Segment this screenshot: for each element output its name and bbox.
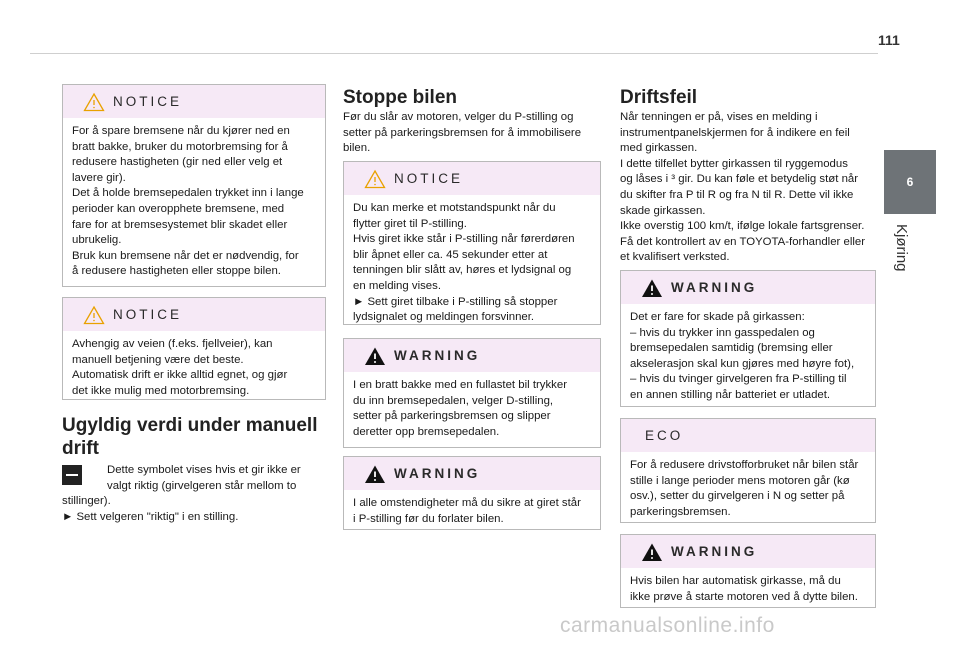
eco-title: ECO [645,428,684,443]
invalid-text: Dette symbolet vises hvis et gir ikke er valgt riktig (girvelgeren står mellom to stillinger). ► Sett velgeren "riktig" i en stilling. [62,464,301,523]
text-line: Bruk kun bremsene når det er nødvendig, for [72,249,299,262]
chapter-label: Kjøring [893,224,910,272]
eco-box [620,418,876,523]
text-line: ubrukelig. [72,234,122,247]
text-line: Automatisk drift er ikke alltid egnet, og gjør [72,369,288,382]
warning-box-park [343,456,601,530]
text-line: Det å holde bremsepedalen trykket inn i lange [72,187,304,200]
header-rule [30,53,878,54]
text-line: fare for at bremsesystemet blir skadet eller [72,218,288,231]
text-line: redusere hastigheten (gir ned eller velg et [72,156,283,169]
warning-box-gearbox [620,270,876,407]
text-line: det ikke mulig med motorbremsing. [72,384,250,397]
notice-box-brakes [62,84,326,287]
text-line: manuell betjening være det beste. [72,353,244,366]
warning-body: Det er fare for skade på girkassen: – hvis du trykker inn gasspedalen og bremsepedalen samtidig (bremsing eller akselerasjon skal kun gjøres med høyre fot), – hvis du tvinger girvelgeren fra P-stilling til en annen stilling når batteriet er utladet. [630,311,855,401]
notice-title: NOTICE [394,171,464,186]
warning-outline-triangle-icon [364,169,386,189]
notice-title: NOTICE [113,307,183,322]
text-line: lavere gir). [72,171,126,184]
watermark: carmanualsonline.info [560,614,775,637]
section-heading-faults: Driftsfeil [620,87,698,108]
warning-filled-triangle-icon [641,542,663,562]
faults-text: Når tenningen er på, vises en melding i instrumentpanelskjermen for å indikere en feil med girkassen. I dette tilfellet bytter girkassen til ryggemodus og låses i ³ gir. Du kan føle et betydelig støt når du skifter fra P til R og fra N til R. Dette vil ikke skade girkassen. Ikke overstig 100 km/t, ifølge lokale fartsgrenser. Få det kontrollert av en TOYOTA-forhandler eller et kvalifisert verksted. [620,111,866,264]
chapter-tab[interactable]: 6 [884,150,936,214]
text-line: å redusere hastigheten eller stoppe bilen. [72,265,281,278]
section-heading-invalid: Ugyldig verdi under manuell drift [62,415,318,459]
warning-body: Hvis bilen har automatisk girkasse, må du ikke prøve å starte motoren ved å dytte bilen. [630,575,858,603]
section-heading-stop: Stoppe bilen [343,87,457,108]
warning-body: I alle omstendigheter må du sikre at giret står i P-stilling før du forlater bilen. [353,497,581,525]
text-line: Avhengig av veien (f.eks. fjellveier), kan [72,338,273,350]
warning-title: WARNING [671,544,758,559]
text-line: bratt bakke, bruker du motorbremsing for å [72,140,288,153]
notice-body [63,118,325,288]
text-line: For å spare bremsene når du kjører ned en [72,125,290,137]
warning-outline-triangle-icon [83,92,105,112]
warning-outline-triangle-icon [83,305,105,325]
warning-title: WARNING [394,348,481,363]
warning-title: WARNING [671,280,758,295]
notice-box-manual [62,297,326,400]
notice-title: NOTICE [113,94,183,109]
notice-body [63,331,325,407]
warning-box-push-start [620,534,876,608]
notice-box-stop [343,161,601,325]
warning-filled-triangle-icon [641,278,663,298]
warning-filled-triangle-icon [364,464,386,484]
stop-intro: Før du slår av motoren, velger du P-stilling og setter på parkeringsbremsen for å immobilisere bilen. [343,111,582,155]
notice-body: Du kan merke et motstandspunkt når du flytter giret til P-stilling. Hvis giret ikke står i P-stilling når førerdøren blir åpnet eller ca. 45 sekunder etter at tenningen blir slått av, høres et lydsignal og en melding vises. ► Sett giret tilbake i P-stilling så stopper lydsignalet og meldingen forsvinner. [353,202,575,324]
warning-filled-triangle-icon [364,346,386,366]
warning-title: WARNING [394,466,481,481]
eco-body: For å redusere drivstofforbruket når bilen står stille i lange perioder mens motoren går (kø osv.), setter du girvelgeren i N og setter på parkeringsbremsen. [630,459,859,518]
warning-box-hill [343,338,601,448]
text-line: perioder kan overopphete bremsene, med [72,202,285,215]
warning-body: I en bratt bakke med en fullastet bil trykker du inn bremsepedalen, velger D-stilling, setter på parkeringsbremsen og slipper deretter opp bremsepedalen. [353,379,567,438]
page-number: 111 [878,32,900,48]
